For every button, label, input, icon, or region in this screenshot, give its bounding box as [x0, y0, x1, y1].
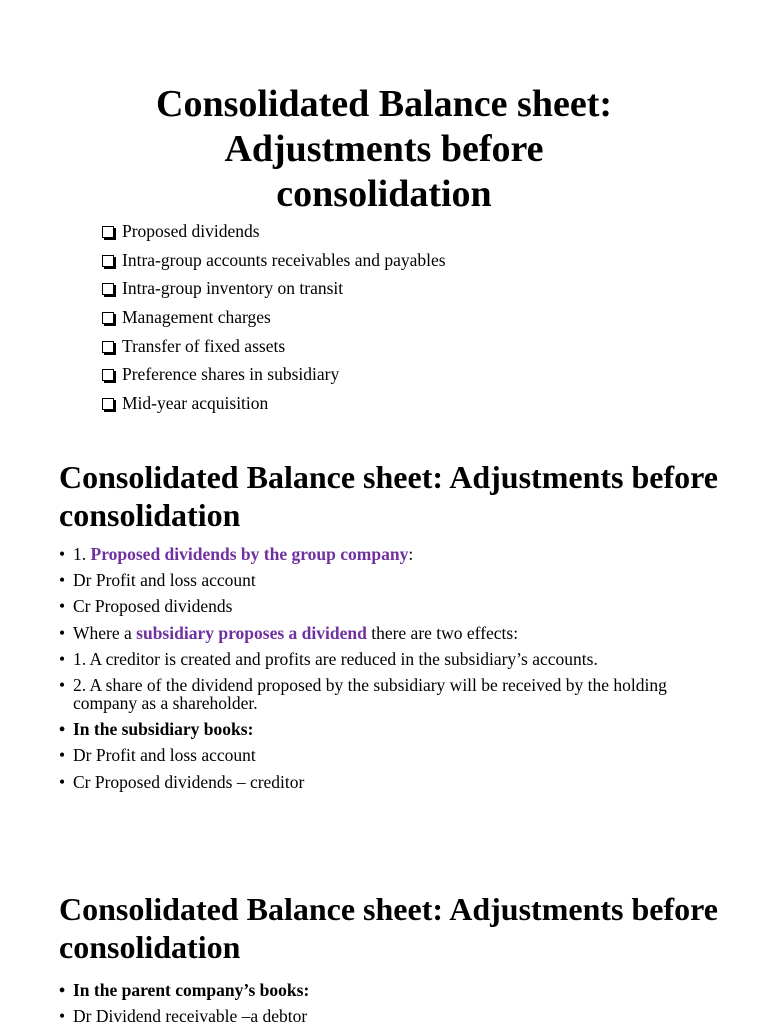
highlighted-term: subsidiary proposes a dividend — [136, 622, 367, 643]
bullet-item — [59, 1007, 719, 1025]
slide-1-title-line: Consolidated Balance sheet: — [156, 83, 612, 125]
bullet-text: Cr Proposed dividends – creditor — [73, 771, 305, 792]
checklist-item-label: Intra-group accounts receivables and payables — [122, 249, 446, 270]
square-check-box-icon — [102, 398, 114, 410]
slide-1 — [0, 0, 768, 430]
checklist-item-label: Intra-group inventory on transit — [122, 278, 344, 299]
checklist-item-label: Mid-year acquisition — [122, 392, 269, 413]
bullet-heading: In the subsidiary books: — [73, 719, 254, 740]
checklist-item — [102, 217, 446, 246]
checklist-item-label: Preference shares in subsidiary — [122, 364, 340, 385]
square-check-box-icon — [102, 369, 114, 381]
bullet-dot: • — [59, 1006, 66, 1027]
slide-3 — [0, 860, 768, 1027]
slide-1-title — [0, 82, 768, 217]
bullet-item — [59, 746, 719, 764]
bullet-dot: • — [59, 648, 66, 669]
slide-2-title: Consolidated Balance sheet: Adjustments before consolidation — [59, 459, 718, 533]
bullet-dot: • — [59, 622, 66, 643]
bullet-heading: In the parent company’s books: — [73, 980, 310, 1000]
bullet-text: Dr Profit and loss account — [73, 570, 256, 591]
bullet-item — [59, 597, 719, 615]
bullet-text-suffix: : — [408, 544, 414, 564]
checklist-item — [102, 274, 446, 303]
square-check-box-icon — [102, 312, 114, 324]
bullet-item — [59, 624, 719, 642]
bullet-item — [59, 676, 719, 712]
bullet-item — [59, 981, 719, 999]
bullet-item — [59, 720, 719, 738]
checklist-item — [102, 389, 446, 418]
checklist-item — [102, 246, 446, 275]
slide-1-title-line: Adjustments before — [224, 128, 544, 170]
square-check-box-icon — [102, 226, 114, 238]
bullet-dot: • — [59, 570, 66, 591]
square-check-box-icon — [102, 255, 114, 267]
bullet-dot: • — [59, 596, 66, 617]
square-check-box-icon — [102, 341, 114, 353]
bullet-text: Cr Proposed dividends — [73, 596, 233, 617]
checklist-item-label: Transfer of fixed assets — [122, 335, 286, 356]
square-check-box-icon — [102, 283, 114, 295]
slide-1-title-line: consolidation — [276, 173, 492, 215]
bullet-text-prefix: Where a — [73, 622, 137, 643]
bullet-dot: • — [59, 674, 66, 695]
checklist-item — [102, 360, 446, 389]
bullet-dot: • — [59, 745, 66, 766]
bullet-text: 2. A share of the dividend proposed by the subsidiary will be received by the holding company as a shareholder. — [73, 674, 667, 713]
bullet-text-prefix: 1. — [73, 544, 91, 564]
bullet-item — [59, 571, 719, 589]
bullet-dot: • — [59, 719, 66, 740]
highlighted-term: Proposed dividends by the group company — [90, 544, 409, 564]
checklist-item — [102, 332, 446, 361]
bullet-dot: • — [59, 980, 66, 1000]
checklist-item-label: Proposed dividends — [122, 220, 260, 241]
bullet-item — [59, 545, 719, 563]
bullet-text: Dr Profit and loss account — [73, 745, 256, 766]
bullet-item — [59, 773, 719, 791]
bullet-text-suffix: there are two effects: — [366, 622, 519, 643]
bullet-item — [59, 650, 719, 668]
bullet-dot: • — [59, 771, 66, 792]
slide-2-bullet-list — [59, 545, 719, 799]
slide-2 — [0, 430, 768, 860]
bullet-text: Dr Dividend receivable –a debtor — [73, 1006, 308, 1027]
checklist-item-label: Management charges — [122, 306, 271, 327]
checklist-item — [102, 303, 446, 332]
slide-3-bullet-list — [59, 981, 719, 1033]
bullet-dot: • — [59, 544, 66, 564]
bullet-text: 1. A creditor is created and profits are reduced in the subsidiary’s accounts. — [73, 648, 598, 669]
slide-3-title: Consolidated Balance sheet: Adjustments before consolidation — [59, 891, 718, 965]
adjustments-checklist — [102, 217, 446, 418]
